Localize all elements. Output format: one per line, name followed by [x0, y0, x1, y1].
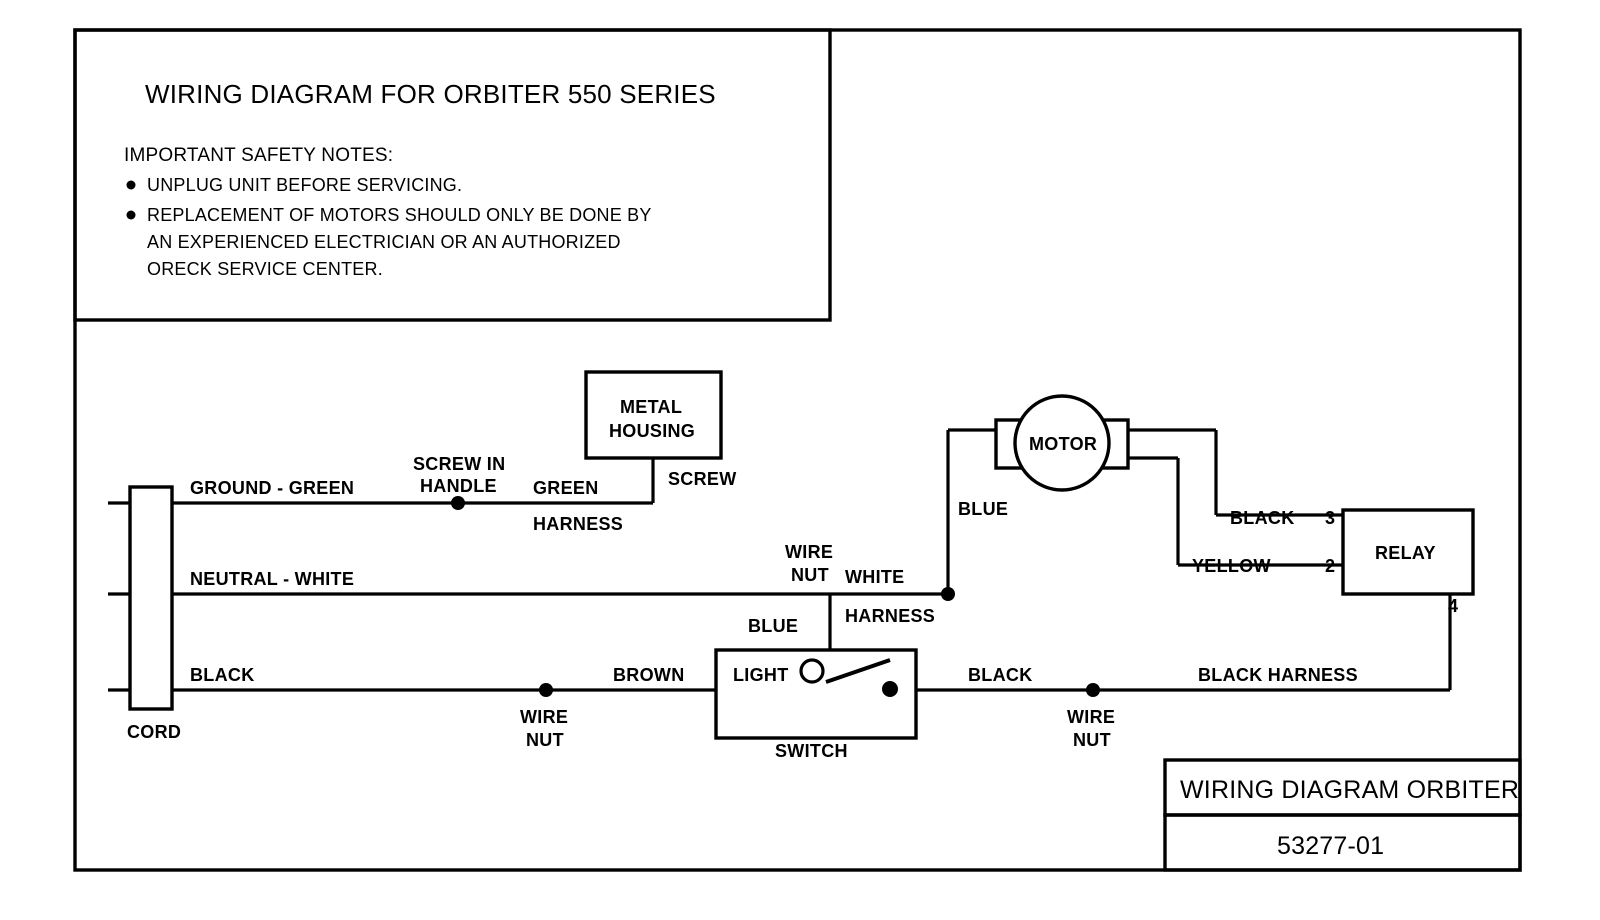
- wire-nut-left-junction: [539, 683, 553, 697]
- light-indicator-icon: [801, 660, 823, 682]
- screw-in-handle-junction: [451, 496, 465, 510]
- light-label: LIGHT: [733, 665, 789, 685]
- bullet-icon: [127, 181, 136, 190]
- yellow-relay-label: YELLOW: [1192, 556, 1271, 576]
- switch-label: SWITCH: [775, 741, 848, 761]
- black-mid-label: BLACK: [968, 665, 1033, 685]
- black-harness-label: BLACK HARNESS: [1198, 665, 1358, 685]
- brown-label: BROWN: [613, 665, 685, 685]
- screw-in-handle-label-line2: HANDLE: [420, 476, 497, 496]
- neutral-white-label: NEUTRAL - WHITE: [190, 569, 355, 589]
- safety-note-2-line1: REPLACEMENT OF MOTORS SHOULD ONLY BE DONE BY: [147, 205, 652, 225]
- ground-green-label: GROUND - GREEN: [190, 478, 355, 498]
- diagram-title: WIRING DIAGRAM FOR ORBITER 550 SERIES: [145, 79, 716, 109]
- safety-note-1: UNPLUG UNIT BEFORE SERVICING.: [147, 175, 463, 195]
- safety-note-2-line2: AN EXPERIENCED ELECTRICIAN OR AN AUTHORIZED: [147, 232, 621, 252]
- relay-terminal-3-label: 3: [1325, 508, 1336, 528]
- cord-body: [130, 487, 172, 709]
- black-relay-label: BLACK: [1230, 508, 1295, 528]
- blue-motor-label: BLUE: [958, 499, 1009, 519]
- wire-nut-left-label-line2: NUT: [526, 730, 564, 750]
- green-harness-label: HARNESS: [533, 514, 624, 534]
- relay-terminal-4-label: 4: [1448, 596, 1459, 616]
- safety-note-2-line3: ORECK SERVICE CENTER.: [147, 259, 383, 279]
- wire-nut-right-label-line1: WIRE: [1067, 707, 1116, 727]
- wire-nut-right-label-line2: NUT: [1073, 730, 1111, 750]
- titleblock-number: 53277-01: [1277, 832, 1385, 860]
- wire-nut-left-label-line1: WIRE: [520, 707, 569, 727]
- switch-contact-point: [882, 681, 898, 697]
- bullet-icon: [127, 211, 136, 220]
- white-harness-label: HARNESS: [845, 606, 936, 626]
- screw-in-handle-label-line1: SCREW IN: [413, 454, 506, 474]
- green-label: GREEN: [533, 478, 599, 498]
- metal-housing-label-line2: HOUSING: [609, 421, 696, 441]
- metal-housing-label-line1: METAL: [620, 397, 683, 417]
- black-cord-label: BLACK: [190, 665, 255, 685]
- white-label: WHITE: [845, 567, 905, 587]
- wire-nut-right-junction: [1086, 683, 1100, 697]
- cord-label: CORD: [127, 722, 182, 742]
- relay-label: RELAY: [1375, 543, 1436, 563]
- screw-label: SCREW: [668, 469, 737, 489]
- safety-notes-heading: IMPORTANT SAFETY NOTES:: [124, 145, 394, 166]
- wire-nut-top-label-line1: WIRE: [785, 542, 834, 562]
- wire-nut-top-label-line2: NUT: [791, 565, 829, 585]
- titleblock-name: WIRING DIAGRAM ORBITER: [1180, 776, 1520, 804]
- blue-switch-label: BLUE: [748, 616, 799, 636]
- motor-label: MOTOR: [1029, 434, 1098, 454]
- relay-terminal-2-label: 2: [1325, 556, 1336, 576]
